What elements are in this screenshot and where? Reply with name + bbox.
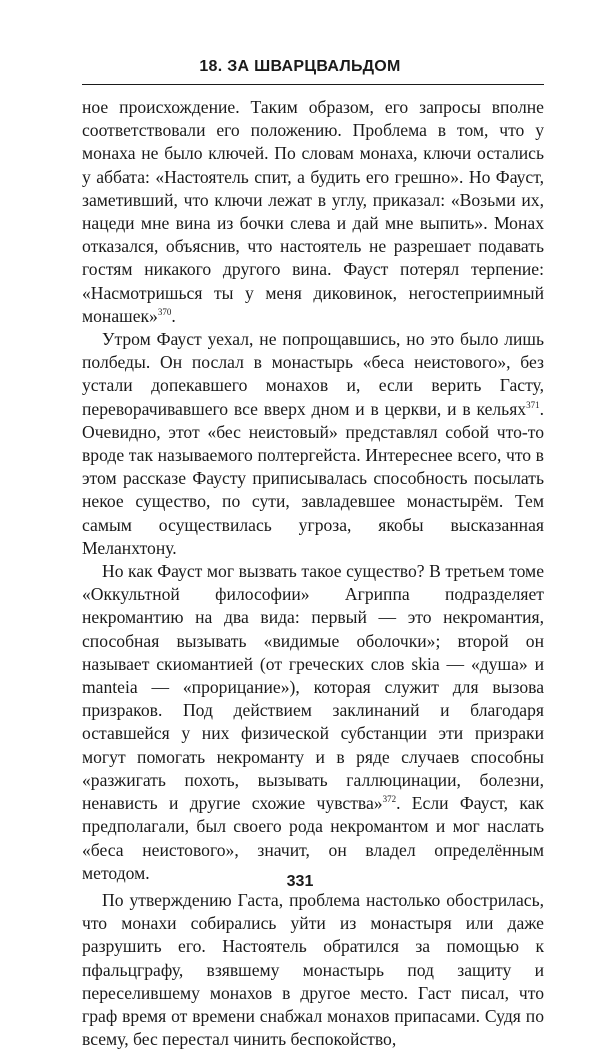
paragraph-2-text: Утром Фауст уехал, не попрощавшись, но это было лишь полбеды. Он послал в монастырь «беса неистового», без устали допекавшего монахов и, если верить Гасту, переворачивавшего все вверх дном и в церкви, и в кельях — [82, 329, 544, 419]
running-header: 18. ЗА ШВАРЦВАЛЬДОМ — [199, 58, 401, 75]
body-text — [82, 96, 544, 1051]
paragraph-1-text: ное происхождение. Таким образом, его запросы вполне соответствовали его положению. Проблема в том, что у монаха не было ключей. По словам монаха, ключи остались у аббата: «Настоятель спит, а будить его грешно». Но Фауст, заметивший, что ключи лежат в углу, приказал: «Возьми их, нацеди мне вина из бочки слева и дай мне выпить». Монах отказался, объяснив, что настоятель не разрешает подавать гостям никакого другого вина. Фауст потерял терпение: «Насмотришься ты у меня диковинок, негостеприимный монашек» — [82, 97, 544, 326]
page-number: 331 — [286, 873, 314, 890]
paragraph-3 — [82, 560, 544, 885]
paragraph-3-tail: . Если Фауст, как предполагали, был своего рода некромантом и мог наслать «беса неистового», значит, он владел определённым методом. — [82, 793, 544, 883]
paragraph-4-text: По утверждению Гаста, проблема настолько обострилась, что монахи собирались уйти из монастыря или даже разрушить его. Настоятель обратился за помощью к пфальцграфу, взявшему монастырь под защиту и переселившему монахов в другое место. Гаст писал, что граф время от времени снабжал монахов припасами. Судя по всему, бес перестал чинить беспокойство, — [82, 889, 544, 1050]
paragraph-3-text: Но как Фауст мог вызвать такое существо? В третьем томе «Оккультной философии» Агриппа подразделяет некромантию на два вида: первый — это некромантия, способная вызывать «видимые оболочки»; второй он называет скиомантией (от греческих слов skia — «душа» и manteia — «прорицание»), которая служит для вызова призраков. Под действием заклинаний и благодаря оставшейся у них физической субстанции эти призраки могут помогать некроманту и в ряде случаев способны «разжигать похоть, вызывать галлюцинации, болезни, ненависть и другие схожие чувства» — [82, 561, 544, 814]
footnote-ref-372: 372 — [382, 794, 397, 805]
paragraph-1-tail: . — [171, 305, 176, 326]
paragraph-2-tail: . Очевидно, этот «бес неистовый» представлял собой что-то вроде так называемого полтергейста. Интереснее всего, что в этом рассказе Фаусту приписывалась способность посылать некое существо, по сути, завладевшее монастырём. Тем самым осуществилась угроза, якобы высказанная Меланхтону. — [82, 398, 544, 558]
paragraph-4 — [82, 889, 544, 1051]
header-rule — [82, 84, 544, 85]
footnote-ref-370: 370 — [157, 306, 172, 317]
paragraph-2 — [82, 328, 544, 560]
footnote-ref-371: 371 — [526, 399, 540, 410]
paragraph-1 — [82, 96, 544, 328]
